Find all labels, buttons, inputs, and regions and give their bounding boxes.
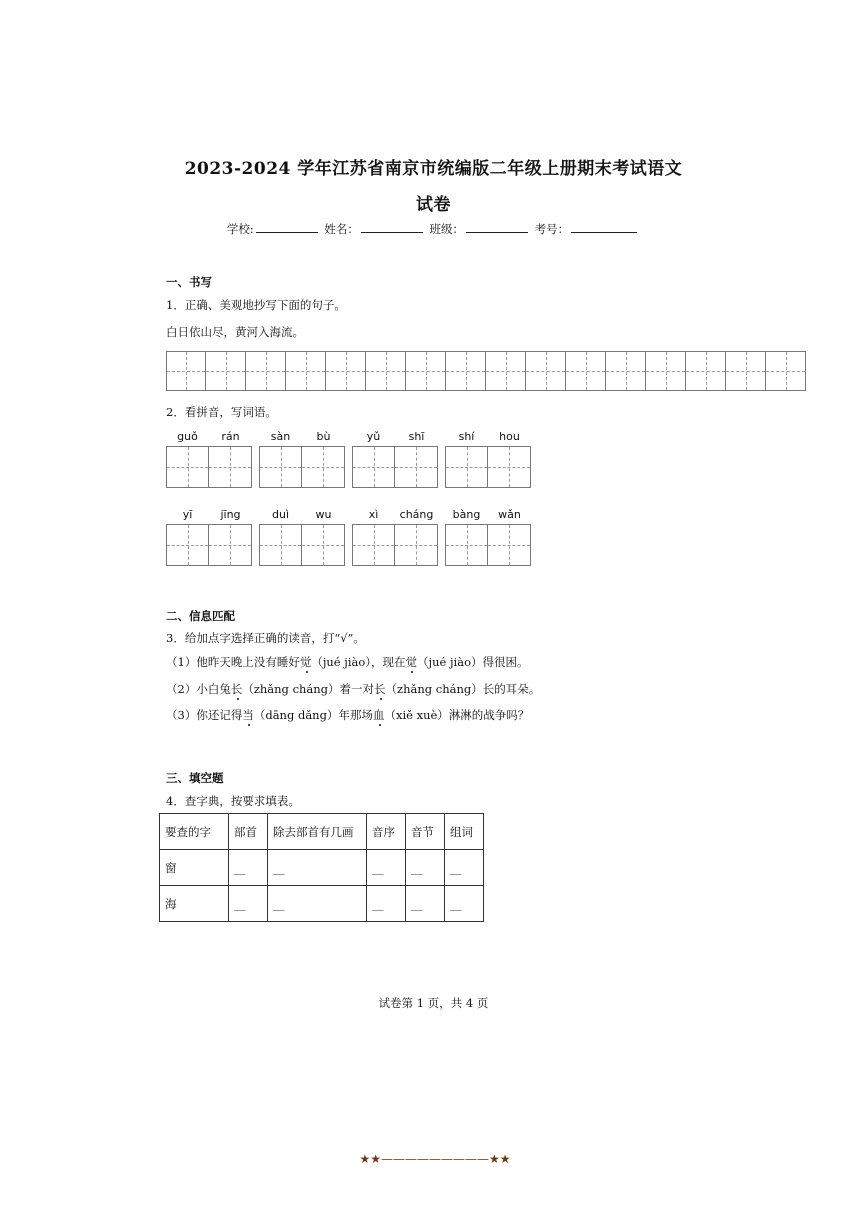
guide-line	[167, 467, 208, 468]
dotted-char: 长	[374, 682, 386, 696]
page-title: 2023-2024 学年江苏省南京市统编版二年级上册期末考试语文	[184, 159, 683, 179]
q3-item-2: （2）小白兔长（zhǎng cháng）着一对长（zhǎng cháng）长的耳朵。	[166, 682, 541, 696]
guide-line	[167, 545, 208, 546]
page-title-line2: 试卷	[416, 195, 451, 215]
pinyin-syllable: sàn	[270, 430, 291, 443]
pinyin-labels	[445, 430, 531, 444]
write-cell[interactable]	[302, 446, 345, 488]
table-header-cell: 部首	[229, 814, 268, 850]
reading-options[interactable]: （zhǎng cháng）	[242, 682, 340, 696]
reading-options[interactable]: （xiě xuè）	[384, 708, 449, 722]
write-cell[interactable]	[488, 446, 531, 488]
pinyin-word-group	[166, 430, 252, 488]
question-3: 3．给加点字选择正确的读音，打“√”。	[166, 631, 365, 645]
pinyin-syllable: cháng	[399, 508, 434, 521]
table-cell-blank[interactable]: __	[268, 886, 367, 922]
guide-line	[686, 371, 725, 372]
table-cell-blank[interactable]: __	[268, 850, 367, 886]
pinyin-labels	[352, 508, 438, 522]
q3-item-3: （3）你还记得当（dāng dǎng）年那场血（xiě xuè）淋淋的战争吗？	[166, 708, 530, 722]
guide-line	[366, 371, 405, 372]
write-cell[interactable]	[166, 446, 209, 488]
guide-line	[446, 545, 487, 546]
dictionary-table	[159, 813, 484, 922]
guide-line	[302, 545, 344, 546]
reading-options[interactable]: （dāng dǎng）	[253, 708, 339, 722]
section-heading-matching: 二、信息匹配	[166, 609, 235, 623]
question-1-sentence: 白日依山尽，黄河入海流。	[166, 325, 304, 339]
grid-cell[interactable]	[166, 351, 206, 391]
guide-line	[353, 467, 394, 468]
student-info-line	[0, 220, 867, 237]
pinyin-syllable: duì	[271, 508, 289, 521]
grid-cell[interactable]	[246, 351, 286, 391]
grid-cell[interactable]	[406, 351, 446, 391]
guide-line	[206, 371, 245, 372]
grid-cell[interactable]	[686, 351, 726, 391]
table-header-cell: 音序	[367, 814, 406, 850]
guide-line	[606, 371, 645, 372]
pinyin-syllable: yī	[182, 508, 193, 521]
name-label: 姓名：	[324, 222, 359, 236]
pinyin-syllable: wu	[315, 508, 332, 521]
grid-cell[interactable]	[286, 351, 326, 391]
table-header-cell: 音节	[406, 814, 445, 850]
write-cell[interactable]	[259, 446, 302, 488]
guide-line	[488, 467, 530, 468]
guide-line	[326, 371, 365, 372]
pinyin-syllable: shī	[408, 430, 425, 443]
grid-cell[interactable]	[486, 351, 526, 391]
pinyin-syllable: jīng	[220, 508, 241, 521]
pinyin-word-group	[352, 508, 438, 566]
guide-line	[353, 545, 394, 546]
name-field[interactable]	[361, 220, 423, 233]
table-cell-blank[interactable]: __	[229, 886, 268, 922]
guide-line	[286, 371, 325, 372]
guide-line	[395, 545, 437, 546]
write-cell[interactable]	[209, 524, 252, 566]
write-cell[interactable]	[259, 524, 302, 566]
section-heading-writing: 一、书写	[166, 275, 212, 289]
table-header-cell: 除去部首有几画	[268, 814, 367, 850]
school-label: 学校:	[226, 222, 254, 236]
table-cell-blank[interactable]: __	[406, 886, 445, 922]
guide-line	[260, 467, 301, 468]
grid-cell[interactable]	[606, 351, 646, 391]
exam-no-field[interactable]	[571, 220, 637, 233]
table-cell-blank[interactable]: __	[445, 886, 484, 922]
grid-cell[interactable]	[726, 351, 766, 391]
table-cell-char: 窗	[160, 850, 229, 886]
pinyin-labels	[166, 430, 252, 444]
write-cell[interactable]	[395, 524, 438, 566]
table-row	[160, 886, 484, 922]
pinyin-word-group	[259, 430, 345, 488]
pinyin-labels	[259, 430, 345, 444]
pinyin-word-group	[259, 508, 345, 566]
guide-line	[488, 545, 530, 546]
dotted-char: 觉	[299, 655, 312, 669]
write-cell[interactable]	[445, 524, 488, 566]
guide-line	[167, 371, 205, 372]
pinyin-word-group	[166, 508, 252, 566]
q3-item-1: （1）他昨天晚上没有睡好觉（jué jiào），现在觉（jué jiào）得很困。	[166, 655, 529, 669]
guide-line	[395, 467, 437, 468]
guide-line	[566, 371, 605, 372]
page-number: 试卷第 1 页，共 4 页	[378, 996, 489, 1010]
pinyin-labels	[445, 508, 531, 522]
grid-cell[interactable]	[646, 351, 686, 391]
class-label: 班级：	[429, 222, 465, 236]
table-cell-blank[interactable]: __	[367, 850, 406, 886]
grid-cell[interactable]	[366, 351, 406, 391]
write-cell[interactable]	[352, 446, 395, 488]
pinyin-labels	[259, 508, 345, 522]
table-header-row	[160, 814, 484, 850]
school-field[interactable]	[256, 220, 318, 233]
dotted-char: 血	[372, 708, 385, 722]
reading-options[interactable]: （jué jiào）	[417, 655, 483, 669]
dotted-char: 觉	[405, 655, 418, 669]
table-header-cell: 要查的字	[160, 814, 229, 850]
write-cell[interactable]	[395, 446, 438, 488]
table-cell-blank[interactable]: __	[229, 850, 268, 886]
table-cell-blank[interactable]: __	[445, 850, 484, 886]
table-cell-blank[interactable]: __	[367, 886, 406, 922]
write-cell[interactable]	[352, 524, 395, 566]
guide-line	[726, 371, 765, 372]
write-cell[interactable]	[488, 524, 531, 566]
pinyin-syllable: bù	[316, 430, 331, 443]
grid-cell[interactable]	[206, 351, 246, 391]
footer-ornament: ★★—————————★★	[359, 1152, 511, 1166]
grid-cell[interactable]	[566, 351, 606, 391]
pinyin-labels	[166, 508, 252, 522]
pinyin-syllable: wǎn	[498, 508, 521, 521]
write-cell[interactable]	[302, 524, 345, 566]
write-cell[interactable]	[445, 446, 488, 488]
exam-no-label: 考号：	[534, 222, 570, 236]
question-1: 1．正确、美观地抄写下面的句子。	[166, 298, 346, 312]
pinyin-syllable: guǒ	[177, 430, 198, 443]
section-heading-fill: 三、填空题	[166, 771, 224, 785]
table-cell-char: 海	[160, 886, 229, 922]
table-row	[160, 850, 484, 886]
reading-options[interactable]: （zhǎng cháng）	[385, 682, 483, 696]
class-field[interactable]	[466, 220, 528, 233]
write-cell[interactable]	[209, 446, 252, 488]
guide-line	[526, 371, 565, 372]
copy-writing-grid[interactable]	[166, 351, 806, 391]
guide-line	[209, 545, 251, 546]
pinyin-syllable: yǔ	[366, 430, 381, 443]
question-2: 2．看拼音，写词语。	[166, 405, 277, 419]
guide-line	[766, 371, 805, 372]
guide-line	[406, 371, 445, 372]
write-cell[interactable]	[166, 524, 209, 566]
guide-line	[646, 371, 685, 372]
guide-line	[446, 467, 487, 468]
grid-cell[interactable]	[326, 351, 366, 391]
guide-line	[246, 371, 285, 372]
guide-line	[260, 545, 301, 546]
guide-line	[446, 371, 485, 372]
guide-line	[302, 467, 344, 468]
pinyin-syllable: bàng	[452, 508, 481, 521]
table-cell-blank[interactable]: __	[406, 850, 445, 886]
pinyin-word-group	[445, 508, 531, 566]
pinyin-syllable: xì	[368, 508, 379, 521]
table-header-cell: 组词	[445, 814, 484, 850]
dotted-char: 当	[242, 708, 254, 722]
question-4: 4．查字典，按要求填表。	[166, 794, 300, 808]
pinyin-syllable: hou	[499, 430, 520, 443]
grid-cell[interactable]	[766, 351, 806, 391]
guide-line	[209, 467, 251, 468]
pinyin-word-group	[352, 430, 438, 488]
grid-cell[interactable]	[526, 351, 566, 391]
grid-cell[interactable]	[446, 351, 486, 391]
dotted-char: 长	[230, 682, 243, 696]
guide-line	[486, 371, 525, 372]
pinyin-word-group	[445, 430, 531, 488]
pinyin-syllable: rán	[221, 430, 240, 443]
reading-options[interactable]: （jué jiào）	[311, 655, 372, 669]
pinyin-labels	[352, 430, 438, 444]
pinyin-syllable: shí	[458, 430, 475, 443]
